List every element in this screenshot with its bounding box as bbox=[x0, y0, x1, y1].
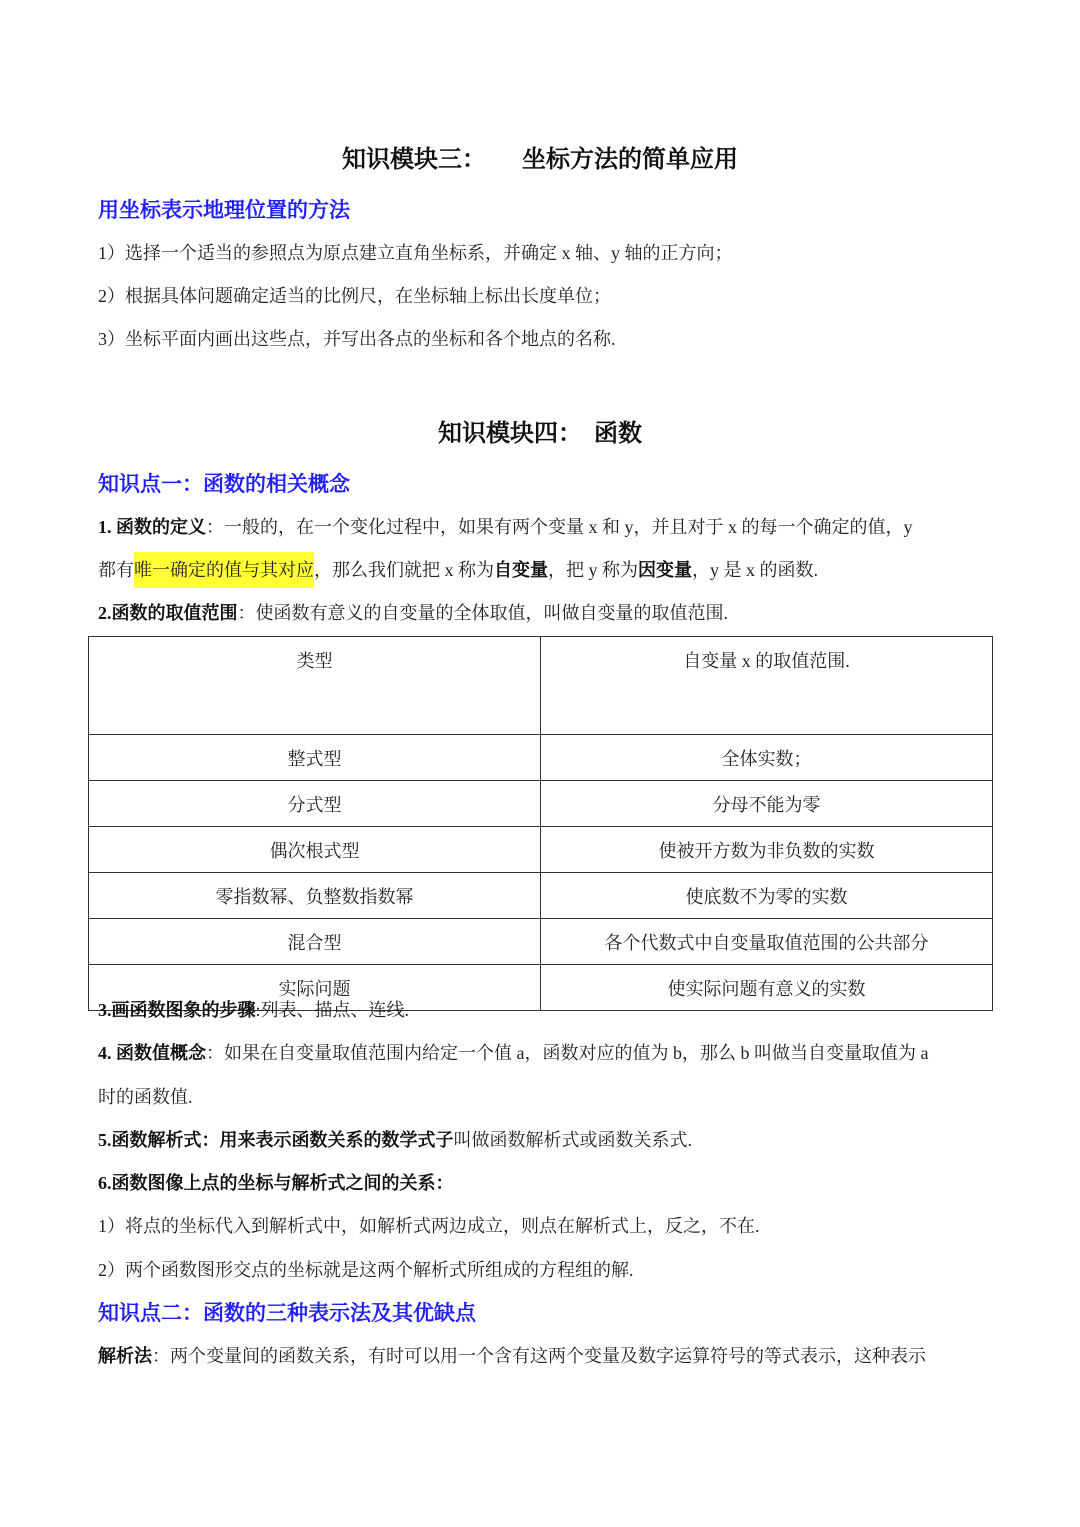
table-cell: 偶次根式型 bbox=[89, 827, 541, 873]
table-cell: 全体实数； bbox=[541, 735, 993, 781]
table-cell: 实际问题 bbox=[89, 965, 541, 1011]
expression-text: 叫做函数解析式或函数关系式. bbox=[453, 1130, 692, 1150]
expression-label: 5.函数解析式 bbox=[98, 1130, 202, 1150]
table-cell: 零指数幂、负整数指数幂 bbox=[89, 873, 541, 919]
table-row bbox=[89, 827, 993, 873]
analytic-text: ：两个变量间的函数关系，有时可以用一个含有这两个变量及数字运算符号的等式表示，这种表示 bbox=[152, 1346, 926, 1366]
range-label: 2.函数的取值范围 bbox=[98, 603, 238, 623]
module4-title: 知识模块四： 函数 bbox=[438, 421, 642, 447]
domain-table bbox=[88, 636, 993, 1011]
point2-heading: 知识点二：函数的三种表示法及其优缺点 bbox=[98, 1301, 476, 1325]
range-line bbox=[98, 601, 728, 625]
relation-label bbox=[98, 1171, 454, 1195]
function-value-line-2: 时的函数值. bbox=[98, 1087, 193, 1107]
table-cell: 使底数不为零的实数 bbox=[541, 873, 993, 919]
table-cell: 使实际问题有意义的实数 bbox=[541, 965, 993, 1011]
graph-steps-label: 3.画函数图象的步骤 bbox=[98, 1000, 256, 1020]
expression-bold: ：用来表示函数关系的数学式子 bbox=[201, 1130, 454, 1150]
definition-line-1 bbox=[98, 515, 913, 539]
table-row bbox=[89, 781, 993, 827]
table-cell: 分式型 bbox=[89, 781, 541, 827]
function-value-text: ：如果在自变量取值范围内给定一个值 a，函数对应的值为 b，那么 b 叫做当自变量取值为 a bbox=[206, 1043, 929, 1063]
function-value-line-1 bbox=[98, 1041, 928, 1065]
function-value-label: 4. 函数值概念 bbox=[98, 1043, 206, 1063]
def-pre: 都有 bbox=[98, 560, 134, 580]
definition-label: 1. 函数的定义 bbox=[98, 517, 206, 537]
table-cell: 使被开方数为非负数的实数 bbox=[541, 827, 993, 873]
table-row bbox=[89, 873, 993, 919]
module3-heading: 用坐标表示地理位置的方法 bbox=[98, 198, 350, 222]
range-text: ：使函数有意义的自变量的全体取值，叫做自变量的取值范围. bbox=[237, 603, 728, 623]
expression-line bbox=[98, 1128, 692, 1152]
graph-steps-text: :列表、描点、连线. bbox=[255, 1000, 410, 1020]
table-row bbox=[89, 735, 993, 781]
def-mid1: ，那么我们就把 x 称为 bbox=[314, 560, 494, 580]
definition-text: ：一般的，在一个变化过程中，如果有两个变量 x 和 y，并且对于 x 的每一个确定的值，y bbox=[206, 517, 913, 537]
analytic-line bbox=[98, 1344, 926, 1368]
independent-variable-term: 自变量 bbox=[494, 560, 548, 580]
module3-step-2: 2）根据具体问题确定适当的比例尺，在坐标轴上标出长度单位； bbox=[98, 286, 611, 306]
table-header-row bbox=[89, 637, 993, 735]
dependent-variable-term: 因变量 bbox=[638, 560, 692, 580]
def-mid2: ，把 y 称为 bbox=[548, 560, 638, 580]
table-header-range: 自变量 x 的取值范围. bbox=[541, 637, 993, 735]
table-cell: 整式型 bbox=[89, 735, 541, 781]
analytic-label: 解析法 bbox=[98, 1346, 152, 1366]
relation-item-1: 1）将点的坐标代入到解析式中，如解析式两边成立，则点在解析式上，反之，不在. bbox=[98, 1216, 760, 1236]
relation-label-text: 6.函数图像上点的坐标与解析式之间的关系： bbox=[98, 1173, 454, 1193]
definition-line-2 bbox=[98, 558, 818, 582]
table-cell: 分母不能为零 bbox=[541, 781, 993, 827]
graph-steps-line bbox=[98, 998, 409, 1022]
module3-step-1: 1）选择一个适当的参照点为原点建立直角坐标系，并确定 x 轴、y 轴的正方向； bbox=[98, 243, 733, 263]
table-cell: 混合型 bbox=[89, 919, 541, 965]
table-header-type: 类型 bbox=[89, 637, 541, 735]
table-cell: 各个代数式中自变量取值范围的公共部分 bbox=[541, 919, 993, 965]
relation-item-2: 2）两个函数图形交点的坐标就是这两个解析式所组成的方程组的解. bbox=[98, 1260, 634, 1280]
point1-heading: 知识点一：函数的相关概念 bbox=[98, 472, 350, 496]
highlighted-text: 唯一确定的值与其对应 bbox=[134, 552, 314, 588]
def-end: ，y 是 x 的函数. bbox=[692, 560, 818, 580]
module3-step-3: 3）坐标平面内画出这些点，并写出各点的坐标和各个地点的名称. bbox=[98, 329, 616, 349]
table-row bbox=[89, 919, 993, 965]
module3-title: 知识模块三： 坐标方法的简单应用 bbox=[342, 147, 738, 173]
